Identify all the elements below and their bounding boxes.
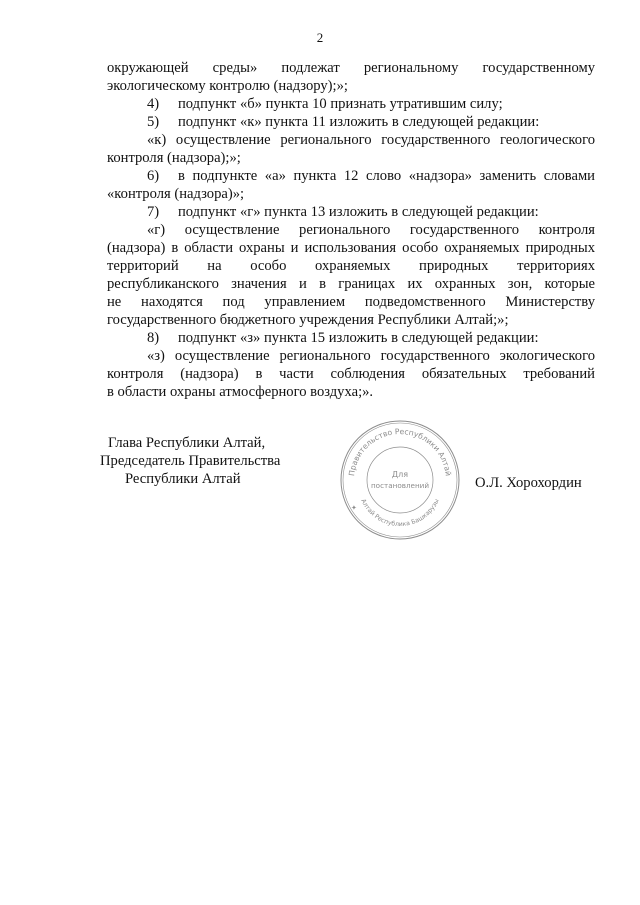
list-item-4 xyxy=(107,95,595,113)
document-body xyxy=(107,59,595,401)
list-item-7 xyxy=(107,203,595,221)
text-line: окружающей среды» подлежат региональному государственному xyxy=(107,60,595,76)
text-line: «к) осуществление регионального государственного геологического xyxy=(147,132,595,148)
seal-center-ring xyxy=(367,447,433,513)
text-line: не находятся под управлением подведомственного Министерству xyxy=(107,294,595,310)
text-line: экологическому контролю (надзору);»; xyxy=(107,78,348,94)
seal-inner-ring xyxy=(343,423,457,537)
seal-center-text-line1: Для xyxy=(391,470,409,479)
signer-title-line: Республики Алтай xyxy=(125,471,241,487)
item-text: подпункт «к» пункта 11 изложить в следующей редакции: xyxy=(178,114,540,130)
list-item-8 xyxy=(107,329,595,347)
text-line: государственного бюджетного учреждения Республики Алтай;»; xyxy=(107,312,509,328)
item-text: подпункт «г» пункта 13 изложить в следующей редакции: xyxy=(178,204,539,220)
list-item-5 xyxy=(107,113,595,131)
item-text: в подпункте «а» пункта 12 слово «надзора» заменить словами xyxy=(178,168,595,184)
item-number: 6) xyxy=(147,168,160,184)
item-number: 7) xyxy=(147,204,160,220)
page-number: 2 xyxy=(316,30,324,45)
seal-center-text-line2: постановлений xyxy=(370,481,430,490)
signer-title-line: Председатель Правительства xyxy=(100,453,281,469)
item-number: 8) xyxy=(147,330,160,346)
text-line: контроля (надзора);»; xyxy=(107,150,241,166)
text-line: «контроля (надзора)»; xyxy=(107,186,245,202)
item-number: 5) xyxy=(147,114,160,130)
list-item-6 xyxy=(107,167,595,185)
item-text: подпункт «з» пункта 15 изложить в следующей редакции: xyxy=(178,330,539,346)
seal-outer-text: Правительство Республики Алтай xyxy=(347,426,453,477)
text-line: республиканского значения и в границах их охранных зон, которые xyxy=(107,276,595,292)
item-number: 4) xyxy=(147,96,160,112)
seal-star-icon: ✦ xyxy=(351,504,357,512)
text-line: территорий на особо охраняемых природных территориях xyxy=(107,258,595,274)
text-line: контроля (надзора) в части соблюдения обязательных требований xyxy=(107,366,595,382)
signer-title-line: Глава Республики Алтай, xyxy=(108,435,266,451)
seal-stamp xyxy=(338,418,462,542)
text-line: «г) осуществление регионального государственного контроля xyxy=(147,222,595,238)
seal-bottom-text: Алтай Республика Башкарузы xyxy=(359,497,441,529)
text-line: в области охраны атмосферного воздуха;». xyxy=(107,384,374,400)
text-line: «з) осуществление регионального государственного экологического xyxy=(147,348,595,364)
signer-name: О.Л. Хорохордин xyxy=(475,475,582,491)
signature-block xyxy=(100,434,280,488)
item-text: подпункт «б» пункта 10 признать утратившим силу; xyxy=(178,96,503,112)
text-line: (надзора) в области охраны и использования особо охраняемых природных xyxy=(107,240,595,256)
